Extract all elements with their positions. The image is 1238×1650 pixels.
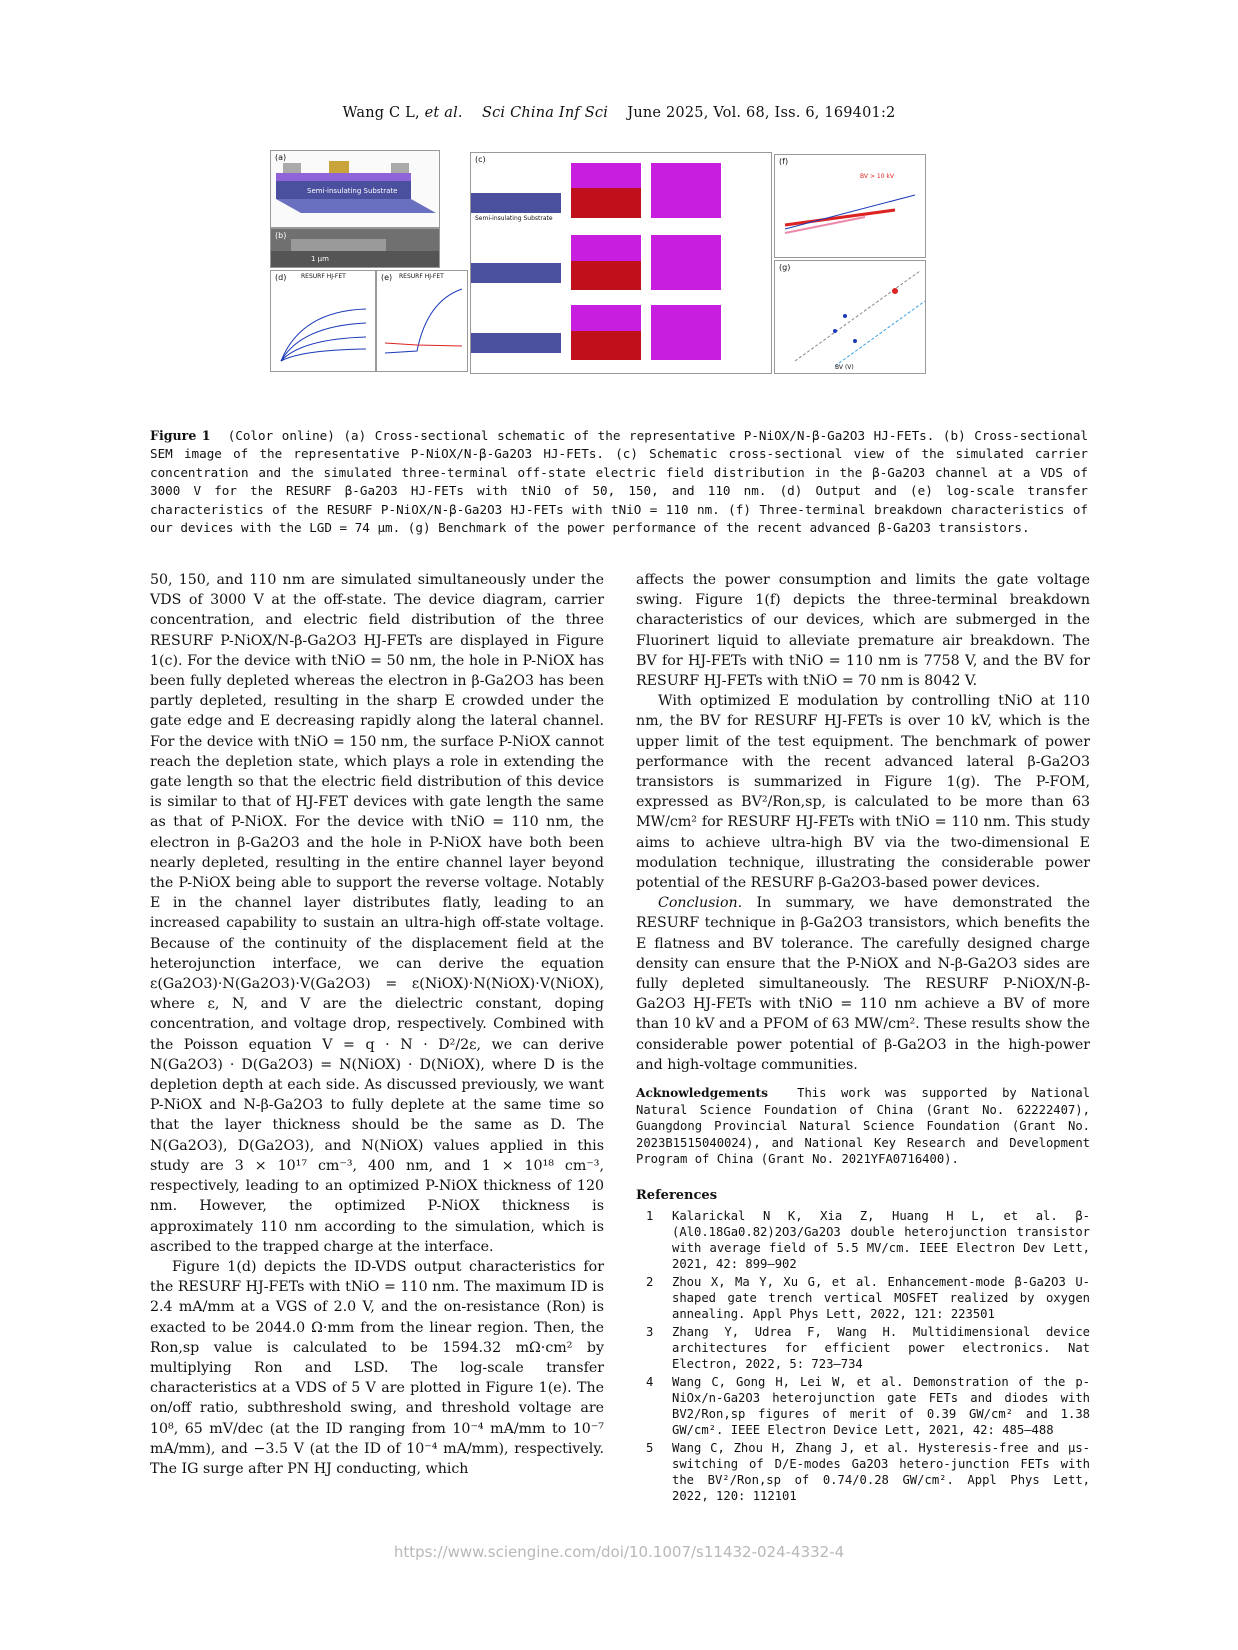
reference-text: Kalarickal N K, Xia Z, Huang H L, et al. β-(Al0.18Ga0.82)2O3/Ga2O3 double heterojunction transistor with average field of 5.5 MV/cm. IEEE Electron Dev Lett, 2021, 42: 899–902: [672, 1208, 1090, 1271]
header-authors: Wang C L,: [342, 105, 420, 121]
figure-caption: [150, 427, 1088, 537]
panel-e-label: (e): [381, 273, 393, 282]
right-paragraph-1: affects the power consumption and limits the gate voltage swing. Figure 1(f) depicts the three-terminal breakdown characteristics of our devices, which are submerged in the Fluorinert liquid to alleviate premature air breakdown. The BV for HJ-FETs with tNiO = 110 nm is 7758 V, and the BV for RESURF HJ-FETs with tNiO = 70 nm is 8042 V.: [636, 572, 1090, 690]
header-journal: Sci China Inf Sci: [481, 105, 609, 121]
panel-b-text: 1 μm: [311, 255, 329, 263]
right-paragraph-2: With optimized E modulation by controlling tNiO at 110 nm, the BV for RESURF HJ-FETs is over 10 kV, which is the upper limit of the test equipment. The benchmark of power performance with the recent advanced lateral β-Ga2O3 transistors is summarized in Figure 1(g). The P-FOM, expressed as BV²/Ron,sp, is calculated to be more than 63 MW/cm² for RESURF HJ-FETs with tNiO = 110 nm. This study aims to achieve ultra-high BV via the two-dimensional E modulation technique, illustrating the considerable power potential of the RESURF β-Ga2O3-based power devices.: [636, 693, 1090, 892]
ack-label: Acknowledgements: [636, 1086, 768, 1101]
reference-item: [636, 1374, 1090, 1438]
reference-item: [636, 1324, 1090, 1372]
panel-c-label: (c): [475, 155, 486, 164]
running-header: [0, 105, 1238, 121]
reference-list: [636, 1208, 1090, 1504]
reference-number: 5: [646, 1440, 654, 1455]
figure-1: [270, 150, 970, 402]
caption-text: (Color online) (a) Cross-sectional schematic of the representative P-NiOX/N-β-Ga2O3 HJ-FETs. (b) Cross-sectional SEM image of the representative P-NiOX/N-β-Ga2O3 HJ-FETs. (c) Schematic cross-sectional view of the simulated carrier concentration and the simulated three-terminal off-state electric field distribution in the β-Ga2O3 channel at a VDS of 3000 V for the RESURF β-Ga2O3 HJ-FETs with tNiO of 50, 150, and 110 nm. (d) Output and (e) log-scale transfer characteristics of the RESURF P-NiOX/N-β-Ga2O3 HJ-FETs with tNiO = 110 nm. (f) Three-terminal breakdown characteristics of our devices with the LGD = 74 μm. (g) Benchmark of the power performance of the recent advanced β-Ga2O3 transistors.: [150, 428, 1088, 536]
panel-g-label: (g): [779, 263, 791, 272]
reference-text: Zhang Y, Udrea F, Wang H. Multidimensional device architectures for efficient power electronics. Nat Electron, 2022, 5: 723–734: [672, 1324, 1090, 1371]
reference-item: [636, 1208, 1090, 1272]
reference-text: Wang C, Gong H, Lei W, et al. Demonstration of the p-NiOx/n-Ga2O3 heterojunction gate FETs and diodes with BV2/Ron,sp figures of merit of 0.39 GW/cm² and 1.38 GW/cm². IEEE Electron Device Lett, 2021, 42: 485–488: [672, 1374, 1090, 1437]
panel-d-label: (d): [275, 273, 287, 282]
sem-image: [271, 229, 439, 267]
ack-text: This work was supported by National Natural Science Foundation of China (Grant No. 62222407), Guangdong Provincial Natural Science Foundation (Grant No. 2023B1515040024), and National Key Research and Development Program of China (Grant No. 2021YFA0716400).: [636, 1086, 1090, 1167]
panel-c: [470, 152, 772, 374]
panel-g-text: BV (V): [835, 364, 854, 371]
panel-a-text: Semi-insulating Substrate: [307, 187, 398, 195]
reference-number: 3: [646, 1324, 654, 1339]
panel-d: [270, 270, 376, 372]
left-column: [150, 570, 604, 1479]
conclusion-label: Conclusion.: [658, 895, 743, 912]
header-etal: et al.: [424, 105, 463, 121]
acknowledgements: [636, 1085, 1090, 1168]
panel-a: [270, 150, 440, 228]
panel-e: [376, 270, 468, 372]
reference-number: 4: [646, 1374, 654, 1389]
transfer-curves: [377, 271, 467, 371]
doi-link[interactable]: https://www.sciengine.com/doi/10.1007/s11432-024-4332-4: [393, 1543, 845, 1561]
right-paragraph-3: [636, 893, 1090, 1075]
conclusion-text: In summary, we have demonstrated the RESURF technique in β-Ga2O3 transistors, which benefits the E flatness and BV tolerance. The carefully designed charge density can ensure that the P-NiOX and N-β-Ga2O3 sides are fully depleted simultaneously. The RESURF P-NiOX/N-β-Ga2O3 HJ-FETs with tNiO = 110 nm achieve a BV of more than 10 kV and a PFOM of 63 MW/cm². These results show the considerable power potential of β-Ga2O3 in the high-power and high-voltage communities.: [636, 895, 1090, 1073]
panel-g: [774, 260, 926, 374]
simulation-maps: [471, 153, 771, 373]
panel-f-text: BV > 10 kV: [860, 173, 894, 180]
reference-number: 2: [646, 1274, 654, 1289]
right-column: [636, 570, 1090, 1506]
reference-item: [636, 1440, 1090, 1504]
output-curves: [271, 271, 375, 371]
benchmark-plot: [775, 261, 925, 373]
breakdown-curves: [775, 155, 925, 257]
left-paragraph-2: Figure 1(d) depicts the ID-VDS output characteristics for the RESURF HJ-FETs with tNiO = 110 nm. The maximum ID is 2.4 mA/mm at a VGS of 2.0 V, and the on-resistance (Ron) is exacted to be 2044.0 Ω·mm from the linear region. Then, the Ron,sp value is calculated to be 1594.32 mΩ·cm² by multiplying Ron and LSD. The log-scale transfer characteristics at a VDS of 5 V are plotted in Figure 1(e). The on/off ratio, subthreshold swing, and threshold voltage are 10⁸, 65 mV/dec (at the ID ranging from 10⁻⁴ mA/mm to 10⁻⁷ mA/mm), and −3.5 V (at the ID of 10⁻⁴ mA/mm), respectively. The IG surge after PN HJ conducting, which: [150, 1258, 604, 1477]
header-issue: June 2025, Vol. 68, Iss. 6, 169401:2: [627, 105, 896, 121]
panel-b: [270, 228, 440, 268]
panel-d-text: RESURF HJ-FET: [301, 273, 346, 280]
panel-f: [774, 154, 926, 258]
reference-text: Wang C, Zhou H, Zhang J, et al. Hysteresis-free and μs-switching of D/E-modes Ga2O3 hetero-junction FETs with the BV²/Ron,sp of 0.74/0.28 GW/cm². Appl Phys Lett, 2022, 120: 112101: [672, 1440, 1090, 1503]
caption-label: Figure 1: [150, 428, 211, 443]
panel-c-text: Semi-insulating Substrate: [475, 215, 553, 222]
panel-f-label: (f): [779, 157, 789, 166]
reference-number: 1: [646, 1208, 654, 1223]
panel-e-text: RESURF HJ-FET: [399, 273, 444, 280]
reference-text: Zhou X, Ma Y, Xu G, et al. Enhancement-mode β-Ga2O3 U-shaped gate trench vertical MOSFET realized by oxygen annealing. Appl Phys Lett, 2022, 121: 223501: [672, 1274, 1090, 1321]
references-heading: References: [636, 1187, 718, 1203]
left-paragraph-1: 50, 150, and 110 nm are simulated simultaneously under the VDS of 3000 V at the off-state. The device diagram, carrier concentration, and electric field distribution of the three RESURF P-NiOX/N-β-Ga2O3 HJ-FETs are displayed in Figure 1(c). For the device with tNiO = 50 nm, the hole in P-NiOX has been fully depleted whereas the electron in β-Ga2O3 has been partly depleted, resulting in the sharp E crowded under the gate edge and E decreasing rapidly along the lateral channel. For the device with tNiO = 150 nm, the surface P-NiOX cannot reach the depletion state, which plays a role in extending the gate length so that the electric field distribution of this device is similar to that of HJ-FET devices with gate length the same as that of P-NiOX. For the device with tNiO = 110 nm, the electron in β-Ga2O3 and the hole in P-NiOX have both been nearly depleted, resulting in the entire channel layer beyond the P-NiOX being able to support the reverse voltage. Notably E in the channel layer distributes flatly, leading to an increased capability to sustain an ultra-high off-state voltage. Because of the continuity of the displacement field at the heterojunction interface, we can derive the equation ε(Ga2O3)·N(Ga2O3)·V(Ga2O3) = ε(NiOX)·N(NiOX)·V(NiOX), where ε, N, and V are the dielectric constant, doping concentration, and voltage drop, respectively. Combined with the Poisson equation V = q · N · D²/2ε, we can derive N(Ga2O3) · D(Ga2O3) = N(NiOX) · D(NiOX), where D is the depletion depth at each side. As discussed previously, we want P-NiOX and N-β-Ga2O3 to fully deplete at the same time so that the layer thickness should be the same as D. The N(Ga2O3), D(Ga2O3), and N(NiOX) values applied in this study are 3 × 10¹⁷ cm⁻³, 400 nm, and 1 × 10¹⁸ cm⁻³, respectively, leading to an optimized P-NiOX thickness of 120 nm. However, the optimized P-NiOX thickness is approximately 110 nm according to the simulation, which is ascribed to the trapped charge at the interface.: [150, 572, 604, 1255]
reference-item: [636, 1274, 1090, 1322]
panel-a-label: (a): [275, 153, 287, 162]
panel-b-label: (b): [275, 231, 287, 240]
